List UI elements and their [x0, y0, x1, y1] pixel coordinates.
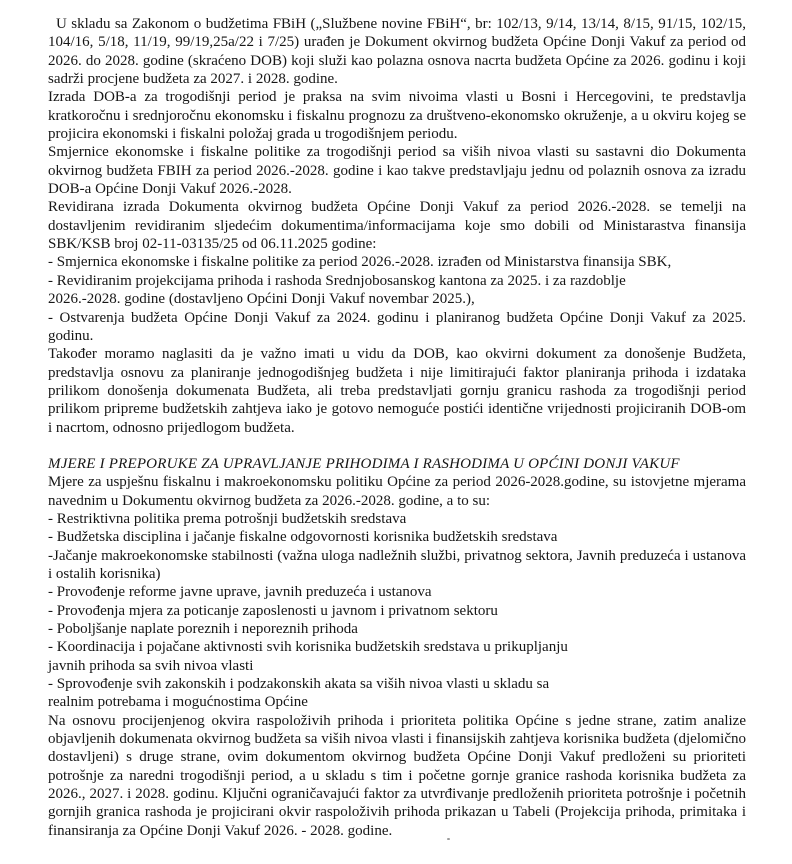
list-item-revised-projections: - Revidiranim projekcijama prihoda i rashoda Srednjobosanskog kantona za 2025. i za razdoblje [48, 272, 626, 289]
list-item-continuation: 2026.-2028. godine (dostavljeno Općini Donji Vakuf novembar 2025.), [48, 291, 475, 308]
list-item-continuation: javnih prihoda sa svih nivoa vlasti [48, 657, 254, 674]
list-item-public-reform: - Provođenje reforme javne uprave, javnih preduzeća i ustanova [48, 584, 432, 601]
list-item-revenue-collection: - Poboljšanje naplate poreznih i neporeznih prihoda [48, 621, 358, 637]
list-item-budget-execution: - Ostvarenja budžeta Općine Donji Vakuf za 2024. godinu i planiranog budžeta Općine Donji Vakuf za 2025. godinu. [48, 309, 746, 344]
list-item-restrictive-policy: - Restriktivna politika prema potrošnji budžetskih sredstava [48, 510, 407, 527]
paragraph-dob-practice: Izrada DOB-a za trogodišnji period je praksa na svim nivoima vlasti u Bosni i Hercegovini, te predstavlja kratkoročnu i srednjoročnu ekonomsku i fiskalnu prognozu za društveno-ekonomsko okruženje, a u okviru kojeg se projicira ekonomski i fiskalni položaj grada u trogodišnjem periodu. [48, 89, 746, 143]
section-heading-measures: MJERE I PREPORUKE ZA UPRAVLJANJE PRIHODIMA I RASHODIMA U OPĆINI DONJI VAKUF [48, 455, 680, 472]
list-item-continuation: realnim potrebama i mogućnostima Općine [48, 694, 308, 711]
list-item-employment: - Provođenja mjera za poticanje zaposlenosti u javnom i privatnom sektoru [48, 602, 498, 619]
paragraph-dob-note: Također moramo naglasiti da je važno imati u vidu da DOB, kao okvirni dokument za donošenje Budžeta, predstavlja osnovu za planiranje jednogodišnjeg budžeta i nije limitirajući faktor planiranja prihoda i izdataka prilikom donošenja dokumenata Budžeta, ali treba predstavljati gornju granicu rashoda za trogodišnji period prilikom pripreme budžetskih zahtjeva iako je gotovo nemoguće postići identične vrijednosti projiciranih DOB-om i nacrtom, odnosno prijedlogom budžeta. [48, 346, 746, 436]
paragraph-measures-intro: Mjere za uspješnu fiskalnu i makroekonomsku politiku Općine za period 2026-2028.godine, su istovjetne mjerama navednim u Dokumentu okvirnog budžeta za 2026.-2028. godine, a to su: [48, 474, 746, 509]
paragraph-revised-basis: Revidirana izrada Dokumenta okvirnog budžeta Općine Donji Vakuf za period 2026.-2028. se temelji na dostavljenim revidiranim sljedećim dokumentima/informacijama koje smo dobili od Ministarastva finansija SBK/KSB broj 02-11-03135/25 od 06.11.2025 godine: [48, 199, 746, 253]
paragraph-guidelines: Smjernice ekonomske i fiskalne politike za trogodišnji period sa viših nivoa vlasti su sastavni dio Dokumenta okvirnog budžeta FBIH za period 2026.-2028. godine i kao takve predstavljaju jednu od polaznih osnova za izradu DOB-a Općine Donji Vakuf 2026.-2028. [48, 144, 746, 198]
paragraph-conclusion: Na osnovu procijenjenog okvira raspoloživih prihoda i prioriteta politika Općine s jedne strane, zatim analize objavljenih dokumenata okvirnog budžeta sa viših nivoa vlasti i finansijskih zahtjeva korisnika budžeta (djelomično dostavljeni) s druge strane, ovim dokumentom okvirnog budžeta Općine Donji Vakuf predloženi su prioriteti potrošnje za naredni trogodišnji period, a u skladu s tim i početne gornje granice rashoda korisnika budžeta za 2026., 2027. i 2028. godinu. Ključni ograničavajući faktor za utvrđivanje predloženih prioriteta potrošnje i početnih gornjih granica rashoda je projicirani okvir raspoloživih prihoda prikazan u Tabeli (Projekcija prihoda, primitaka i finansiranja za Općine Donji Vakuf 2026. - 2028. godine. [48, 712, 746, 839]
paragraph-legal-basis: U skladu sa Zakonom o budžetima FBiH („Službene novine FBiH“, br: 102/13, 9/14, 13/14, 8/15, 91/15, 102/15, 104/16, 5/18, 11/19, 99/19,25a/22 i 7/25) urađen je Dokument okvirnog budžeta Općine Donji Vakuf za period od 2026. do 2028. godine (skraćeno DOB) koji služi kao polazna osnova nacrta budžeta Općine za 2026. godinu i koji sadrži procjene budžeta za 2027. i 2028. godine. [48, 16, 746, 88]
list-item-budget-discipline: - Budžetska disciplina i jačanje fiskalne odgovornosti korisnika budžetskih sredstava [48, 529, 558, 546]
list-item-guidelines-sbk: - Smjernica ekonomske i fiskalne politike za period 2026.-2028. izrađen od Ministarstva finansija SBK, [48, 254, 672, 271]
list-item-macro-stability: -Jačanje makroekonomske stabilnosti (važna uloga nadležnih službi, privatnog sektora, Javnih preduzeća i ustanova i ostalih korisnika) [48, 547, 746, 582]
list-item-coordination: - Koordinacija i pojačane aktivnosti svih korisnika budžetskih sredstava u prikupljanju [48, 639, 568, 656]
scan-artifact-dot [447, 838, 450, 840]
list-item-legal-acts: - Sprovođenje svih zakonskih i podzakonskih akata sa viših nivoa vlasti u skladu sa [48, 676, 550, 693]
